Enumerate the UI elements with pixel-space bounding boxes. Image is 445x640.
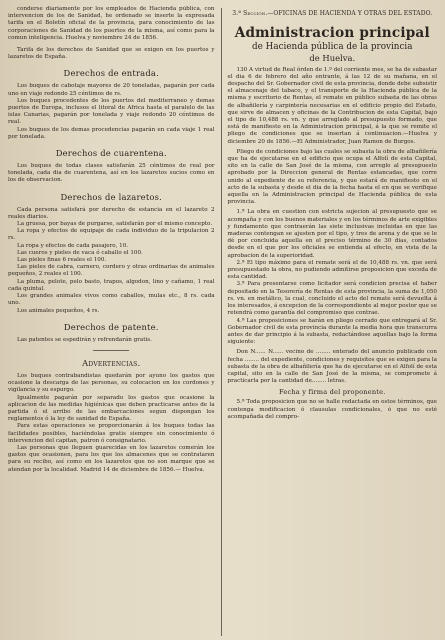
entrada-paragraph: Los buques de cabotaje mayores de 20 toneladas, pagarán por cada uno en viaje redondo 25 céntimos de rs. bbox=[8, 83, 215, 97]
section-divider bbox=[93, 350, 129, 351]
patente-paragraph: Las patentes se espedirán y refrendarán gratis. bbox=[17, 336, 152, 343]
advertencias-paragraph: Igualmente pagarán por separado los gastos que ocasione la aplicacion de las medidas higiénicas que deben practicarse antes de la partida ó el arribo de las embarcaciones segun dispongan los reglamentos ó la ley de sanidad de España. bbox=[8, 394, 215, 423]
lazaretos-paragraph: La pluma, pelote, pelo basto, trapos, algodon, lino y cañamo, 1 real cada quintal. bbox=[8, 278, 215, 292]
left-column bbox=[8, 6, 221, 640]
notice-number: 130 bbox=[236, 66, 248, 73]
notice-text: A virtud de Real órden de 1.º del corriente mes, se ha de subastar el dia 6 de febrero del año entrante, á las 12 de su mañana, en el despacho del Sr. Gobernador civil de esta provincia, donde debe subsistir el almacenaje del tabaco, y el transporte de la Hacienda pública de la misma y escritorio de Rentas, el remate en público subasta de las obras de albañilería y carpintería necesarias en el edificio propio del Estado, que sirve de almacen y oficinas de la Contribucion de esta Capital, bajo el tipo de 10,488 rs. vn. y que arreglado al presupuesto formado, que está de manifiesto en la Administracion principal, á la que se remite el pliego de condiciones que se insertan á continuacion.—Huelva y diciembre 20 de 1856.—El Administrador, Juan Ramon de Burgos. bbox=[227, 66, 437, 145]
admin-title: Administracion principal bbox=[234, 24, 430, 41]
condition-paragraph: 4.ª Las proposiciones se harán en pliego cerrado que entregará al Sr. Gobernador civil de esta provincia durante la media hora que transcurra antes de dar principio á la subasta, redactándose aquellas bajo la forma siguiente: bbox=[227, 317, 437, 346]
lazaretos-paragraph: Los grandes animales vivos como caballos, mulas etc., 8 rs. cada uno. bbox=[8, 293, 215, 307]
two-column-layout bbox=[8, 6, 437, 640]
lazaretos-paragraph: Las pieles finas 6 reales el 100. bbox=[17, 257, 107, 264]
advertencias-paragraph: Los buques contrabandistas quedarán por ayuno los gastos que ocasione la descarga de las personas, su colocacion en los cordones y vigilancia y su espurgo. bbox=[8, 372, 215, 394]
tarifa-title: Tarifa de los derechos de Sanidad que se exigen en los puertos y lazaretos de España. bbox=[8, 47, 215, 61]
lazaretos-paragraph: La ropa y efectos de cada pasajero, 10. bbox=[17, 242, 129, 249]
section-heading-entrada: Derechos de entrada. bbox=[63, 68, 159, 79]
form-signature: Fecha y firma del proponente. bbox=[278, 388, 386, 397]
condition-paragraph: 5.ª Toda proposicion que no se halle redactada en estos términos, que contenga modificacion ó clausulas condicionales, ó que no esté acompañada del compro- bbox=[227, 399, 437, 420]
section-heading-lazaretos: Derechos de lazaretos. bbox=[60, 191, 163, 202]
section-heading-advertencias: Advertencias. bbox=[82, 357, 141, 368]
notice-paragraph bbox=[228, 67, 437, 146]
lazaretos-paragraph: Los animales pequeños, 4 rs. bbox=[17, 307, 100, 314]
admin-subtitle-place: de Huelva. bbox=[309, 52, 356, 63]
advertencias-paragraph: Las personas que lleguen guarecidas en los lazaretos comerán los gastos que ocasionen, para los que los almacenes que se contrataren para su recibo, así como en los lazaretos que no son marque que se atendan por la localidad. Madrid 14 de diciembre de 1856.— Huelva. bbox=[8, 444, 215, 473]
advertencias-paragraph: Para estas operaciones se proporcionarán á los buques todas las facilidades posibles, haciéndolas gratis siempre sin conocimiento ó intervencion del capitan, patron ó consignatario. bbox=[8, 423, 215, 444]
lazaretos-paragraph: Las cueros y pieles de vaca ó caballo el 100. bbox=[17, 249, 143, 256]
lazaretos-paragraph: Cada persona satisfará por derecho de estancia en el lazareto 2 reales diarios. bbox=[8, 206, 215, 220]
lazaretos-paragraph: La ropa y efectos de equipaje de cada individuo de la tripulacion 2 rs. bbox=[8, 228, 215, 242]
condition-paragraph: 3.ª Para presentarse como licitador será condicion precisa el haber depositado en la Tesorería de Rentas de esta provincia, la suma de 1,050 rs. vn. en metálico, la cual, concluido el acto del remate será devuelta á los interesados, á excepcion de la correspondiente al mejor postor que se retendrá como garantía del compromiso que contrae. bbox=[227, 281, 437, 317]
right-column bbox=[222, 6, 437, 640]
form-template: Don N...... N...... vecino de ........ enterado del anuncio publicado con fecha ........ del expediente, condiciones y requisitos que se exigen para la subasta de la obra de albañilería que ha de ejecutarse en el Alfolí de esta capital, sito en la calle de San José de la misma, se compromete á practicarla por la cantidad de........ letras. bbox=[227, 349, 437, 385]
section-heading-patente: Derechos de patente. bbox=[63, 321, 159, 332]
admin-subtitle: de Hacienda pública de la provincia bbox=[252, 41, 413, 52]
lazaretos-paragraph: La gruesa, por bayas de purgarse, satisfarán por el mismo concepto. bbox=[17, 221, 213, 228]
section-banner: 3.ª Seccion.—OFICINAS DE HACIENDA Y OTRAS DEL ESTADO. bbox=[232, 10, 433, 17]
condition-paragraph: 2.ª El tipo máximo para el remate será el de 10,488 rs. vn. que será presupuestado la obra, no pudiendo admitirse proposicion que exceda de esta cantidad. bbox=[227, 259, 437, 281]
section-heading-cuarentena: Derechos de cuarentena. bbox=[55, 148, 167, 159]
entrada-paragraph: Los buques de los demas procedencias pagarán en cada viaje 1 real por tonelada. bbox=[8, 126, 215, 140]
pliego-paragraph: Pliego de condiciones bajo las cuales se subasta la obra de albañilería que ha de ejecutarse en el edificio que ocupa el Alfolí de esta Capital, sito en la calle de San José de la misma, con arreglo al presupuesto aprobado por la Direccion general de Rentas estancadas, que corre unido al expediente de su referencia, y que estará de manifiesto en el acto de la subasta y desde el dia de la fecha hasta el en que se verifique aquella en la Administracion principal de Hacienda pública de esta provincia. bbox=[227, 148, 437, 206]
cuarentena-paragraph: Los buques de todas clases satisfarán 25 céntimos de real por tonelada, cada dia de cuarentena, así en los lazaretos sucios como en los de observacion. bbox=[8, 163, 215, 184]
entrada-paragraph: Los buques procedentes de los puertos del mediterraneo y demas puertos de Europa, inclusos el litoral de Africa hasta el paralelo de las islas Canarias, pagarán por tonelada y viaje redondo 20 céntimos de real. bbox=[8, 97, 215, 126]
lazaretos-paragraph: Las pieles de cabra, carnero, cordero y otras ordinarias de animales pequeños, 2 reales el 100. bbox=[8, 264, 215, 278]
intro-paragraph: conderse diariamente por los empleados de Hacienda pública, con intervencion de los de Sanidad, he ordenado se inserte la expresada tarifa en el Boletín oficial de la provincia, para conocimiento de las corporaciones de Sanidad de los puertos de la misma, así como para la comun inteligencia. Huelva y noviembre 24 de 1856. bbox=[8, 6, 215, 41]
condition-paragraph: 1.ª La obra en cuestion con estricta sujecion al presupuesto que se acompaña y con los buenos materiales y en los términos de arte exigibles y fundamento que contraerán las siete inclusivas incluidas en que las maderas contengan se ajusten por el tipo, y tres de arena y de que se le dé por concluida aquella en el preciso término de 30 dias, contados desde en el que por los oficiales se entienda al efecto, en vista de la aprobacion de la superioridad. bbox=[227, 209, 437, 259]
